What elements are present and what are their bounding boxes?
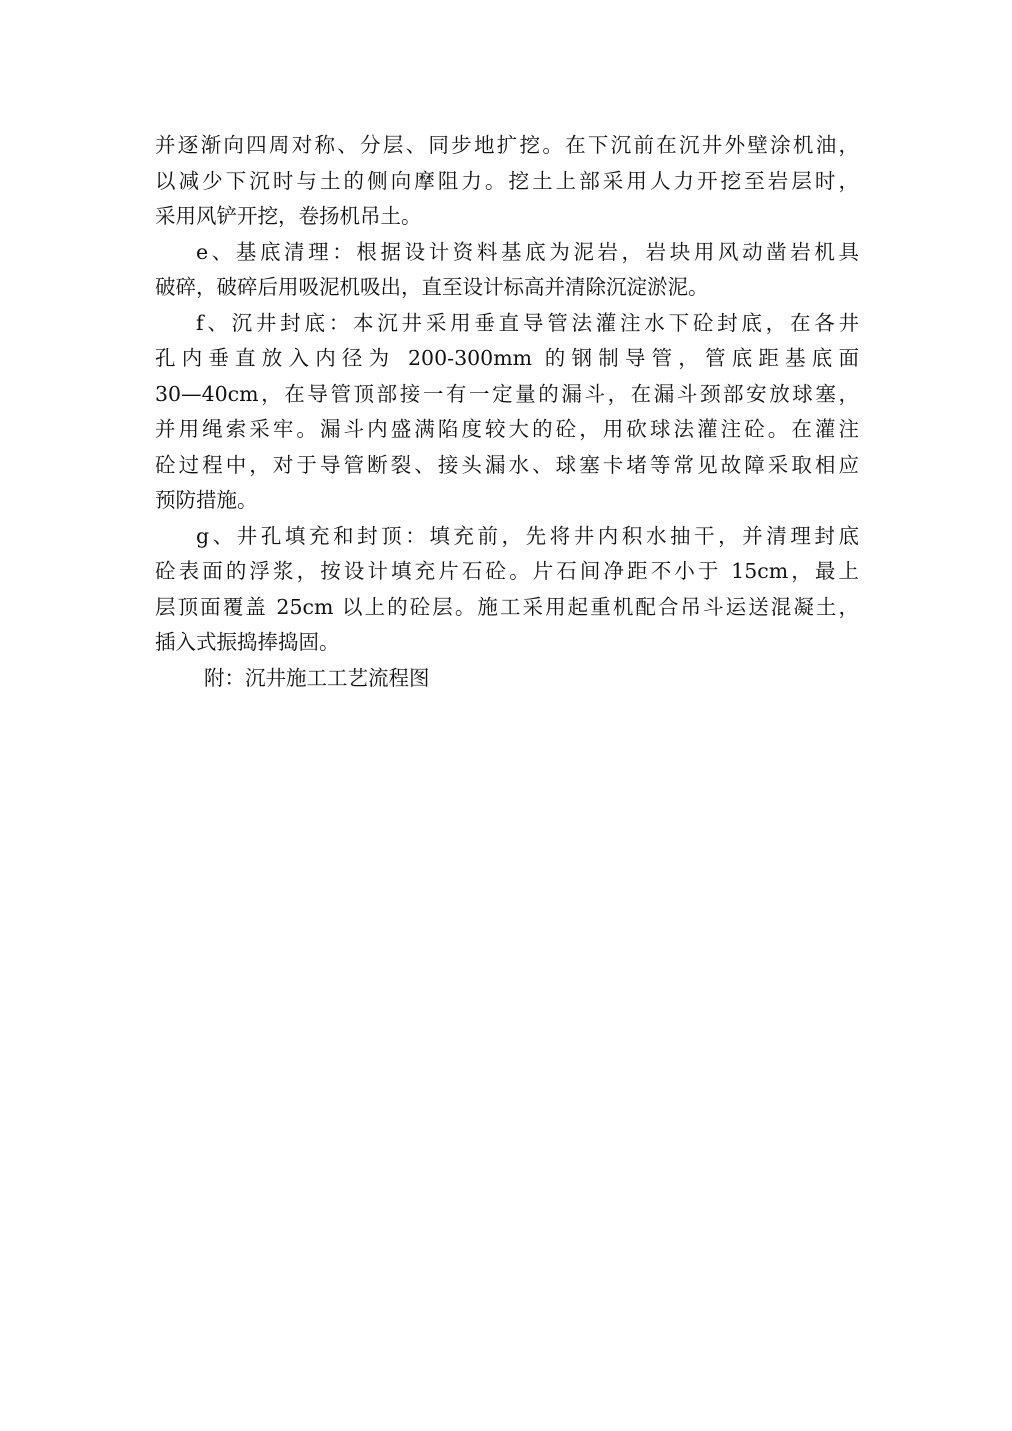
text-line: 并逐渐向四周对称、分层、同步地扩挖。在下沉前在沉井外壁涂机油， bbox=[155, 133, 859, 157]
paragraph-base-cleaning bbox=[155, 235, 859, 306]
text-line: 30—40cm，在导管顶部接一有一定量的漏斗，在漏斗颈部安放球塞， bbox=[155, 381, 859, 406]
paragraph-sinking-excavation bbox=[155, 128, 859, 235]
text-line: 砼表面的浮浆，按设计填充片石砼。片石间净距不小于 15cm，最上 bbox=[155, 559, 859, 583]
appendix-note bbox=[155, 661, 859, 697]
text-line: 砼过程中，对于导管断裂、接头漏水、球塞卡堵等常见故障采取相应 bbox=[155, 452, 859, 477]
text-line: 孔内垂直放入内径为 200-300mm 的钢制导管，管底距基底面 bbox=[155, 346, 859, 370]
text-line: 插入式振捣捧捣固。 bbox=[155, 630, 340, 654]
text-line: e、基底清理：根据设计资料基底为泥岩，岩块用风动凿岩机具 bbox=[196, 239, 859, 264]
paragraph-bottom-sealing bbox=[155, 306, 859, 519]
text-line: 并用绳索采牢。漏斗内盛满陷度较大的砼，用砍球法灌注砼。在灌注 bbox=[155, 417, 859, 441]
appendix-text: 附：沉井施工工艺流程图 bbox=[204, 665, 430, 690]
text-line: 以减少下沉时与土的侧向摩阻力。挖土上部采用人力开挖至岩层时， bbox=[155, 168, 859, 193]
document-body bbox=[155, 128, 859, 696]
text-line: 层顶面覆盖 25cm 以上的砼层。施工采用起重机配合吊斗运送混凝土， bbox=[155, 594, 859, 619]
paragraph-filling-capping bbox=[155, 519, 859, 661]
text-line: f、沉井封底：本沉井采用垂直导管法灌注水下砼封底，在各井 bbox=[196, 310, 859, 335]
text-line: 预防措施。 bbox=[155, 488, 258, 512]
text-line: 采用风铲开挖，卷扬机吊土。 bbox=[155, 204, 422, 228]
text-line: 破碎，破碎后用吸泥机吸出，直至设计标高并清除沉淀淤泥。 bbox=[155, 275, 709, 299]
text-line: g、井孔填充和封顶：填充前，先将井内积水抽干，并清理封底 bbox=[196, 523, 859, 548]
